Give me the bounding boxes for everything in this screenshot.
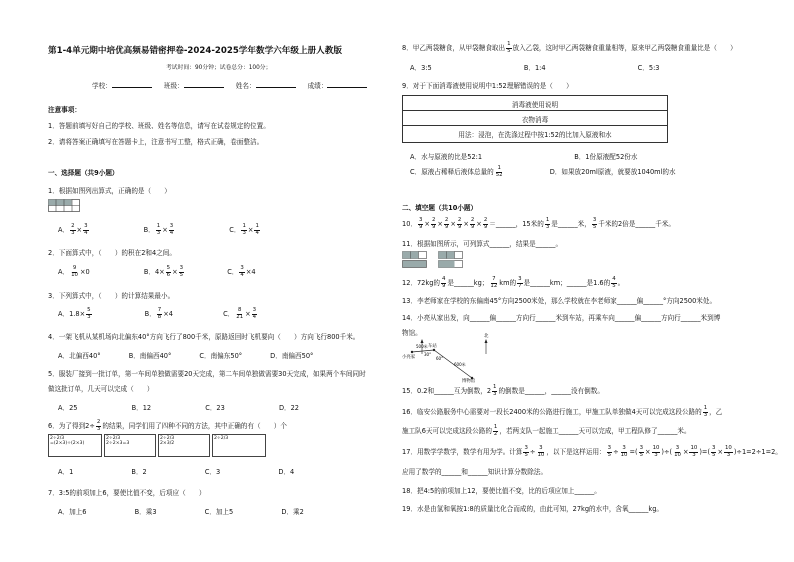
q7-option-a[interactable]: A．加上6	[58, 508, 87, 516]
q9-stem: 9．对于下面消毒液使用说明中1:52理解错误的是（ ）	[402, 82, 573, 90]
q9-instruction-table	[402, 95, 668, 143]
q9-table-title: 消毒液使用说明	[511, 101, 559, 109]
name-blank[interactable]	[256, 87, 296, 88]
q6-method-1: 2÷2/3 =(2×3)÷(2×3)	[48, 434, 102, 457]
q10: 10． $\frac{3}{9}$ × $\frac{2}{9}$ × $\frac{2}{9}$ × $\frac{2}{9}$ × $\frac{2}{9}$ × $\frac{2}{9}$ ＝______，15米的 $\frac{1}{3}$ 是______米， $\frac{3}{5}$ 千米的2倍是______千米。	[402, 217, 675, 230]
q6-stem: 6．为了得到2÷ $\frac{2}{3}$ 的结果，同学们用了四种不同的方法，其中正确的有（ ）个	[48, 419, 287, 432]
q3-option-c[interactable]: C． $\frac{8}{21}$ × $\frac{3}{4}$	[223, 307, 257, 320]
q7-option-b[interactable]: B．乘3	[134, 508, 157, 516]
q12: 12．72kg的 $\frac{4}{9}$ 是______kg； $\frac{7}{12}$ km的 $\frac{3}{7}$ 是______km；______是1.6的 $\frac{4}{5}$ 。	[402, 276, 625, 289]
school-blank[interactable]	[112, 87, 152, 88]
q4-option-c[interactable]: C．南偏东50°	[199, 352, 243, 360]
q11-bar-figure	[402, 251, 464, 269]
q16-line1: 16．临安公路服务中心需要对一段长2400米的公路进行施工，甲施工队单独做4天可以完成这段公路的 $\frac{1}{3}$ ，乙	[402, 405, 723, 418]
q6-option-b[interactable]: B．2	[131, 468, 147, 476]
section2-heading: 二、填空题（共10小题）	[402, 204, 478, 212]
q5-option-d[interactable]: D．22	[278, 404, 299, 412]
q1-options	[58, 224, 261, 236]
q6-option-d[interactable]: D．4	[278, 468, 295, 476]
q9-table-row2: 衣物消毒	[521, 116, 549, 124]
exam-subtitle: 考试时间：90分钟；试卷总分：100分；	[166, 65, 272, 71]
q8-option-b[interactable]: B．1:4	[523, 64, 546, 72]
q1-option-b[interactable]: B． $\frac{1}{3}$ × $\frac{3}{4}$	[143, 223, 174, 236]
q6-method-4: 2÷2/3	[212, 434, 266, 457]
school-label: 学校：	[92, 82, 112, 90]
q1-grid-figure	[48, 199, 80, 212]
q7-stem: 7．3:5的前项加上6，要使比值不变，后项应（ ）	[48, 489, 206, 497]
figure-label-home: 小亮家	[402, 355, 416, 360]
q9-table-row3: 用法：浸泡，在洗涤过程中按1:52的比加入原液和水	[458, 131, 612, 139]
q5-line1: 5．服装厂接到一批订单，第一车间单独做需要20天完成，第二车间单独做需要30天完成，如果两个车间同时	[48, 370, 366, 378]
notice-1: 1．答题前填写好自己的学校、班级、姓名等信息，请写在试卷规定的位置。	[48, 122, 270, 130]
name-label: 姓名：	[235, 82, 256, 90]
figure-label-angle2: 60°	[436, 356, 444, 361]
section1-heading: 一、选择题（共9小题）	[48, 169, 119, 177]
q17-line2: 应用了数学的______和______知识计算分数除法。	[402, 468, 548, 476]
q9-options-row1	[410, 151, 637, 161]
q14-line1: 14．小亮从家出发，向______偏______方向行______米到车站，再乘车向______偏______方向行______米到博	[402, 314, 721, 322]
q6-method-3: 2÷2/3 2×3/2	[158, 434, 210, 457]
q1-stem: 1．根据如图列出算式，正确的是（ ）	[48, 187, 171, 195]
notice-title: 注意事项：	[48, 106, 81, 114]
q9-option-a[interactable]: A．水与原液的比是52:1	[410, 153, 483, 161]
q1-option-a[interactable]: A． $\frac{2}{3}$ × $\frac{3}{4}$	[58, 223, 88, 236]
q14-route-figure	[402, 334, 498, 384]
q3-options	[58, 308, 258, 320]
q1-option-c[interactable]: C． $\frac{1}{3}$ × $\frac{1}{4}$	[229, 223, 259, 236]
figure-label-dist1: 500米	[416, 344, 428, 349]
figure-label-dist2: 600米	[454, 362, 466, 367]
q9-option-d[interactable]: D．如果放20ml原液，就要放1040ml的水	[549, 168, 676, 177]
q7-option-d[interactable]: D．乘2	[281, 508, 304, 516]
q8-stem: 8．甲乙两袋糖食，从甲袋糖食取出 $\frac{1}{5}$ 放入乙袋，这时甲乙两袋糖食重量相等，原来甲乙两袋糖食重量比是（ ）	[402, 41, 737, 54]
q8-option-a[interactable]: A．3:5	[410, 64, 432, 72]
q19: 19．水是由氢和氧按1:8的质量比化合而成的，由此可知，27kg的水中，含氧______kg。	[402, 505, 663, 513]
q8-option-c[interactable]: C．5:3	[637, 64, 660, 72]
q5-option-c[interactable]: C．23	[205, 404, 225, 412]
q13: 13．李老师家在学校的东偏南45°方向2500米处，那么学校就在李老师家______偏______°方向2500米处。	[402, 297, 717, 305]
q7-options	[58, 506, 304, 516]
score-blank[interactable]	[327, 87, 367, 88]
q2-options	[58, 266, 256, 278]
figure-label-north: 北	[484, 334, 489, 339]
q16-line2: 施工队6天可以完成这段公路的 $\frac{1}{2}$ ，若两支队一起施工______天可以完成，甲工程队修了______米。	[402, 424, 691, 437]
q6-option-a[interactable]: A．1	[58, 468, 74, 476]
q2-option-a[interactable]: A． $\frac{9}{10}$ ×0	[58, 265, 90, 278]
score-label: 成绩：	[307, 82, 328, 90]
q5-option-a[interactable]: A．25	[58, 404, 78, 412]
q5-line2: 做这批订单，几天可以完成（ ）	[48, 385, 154, 393]
q3-option-b[interactable]: B． $\frac{7}{8}$ ×4	[144, 307, 173, 320]
info-fields	[92, 80, 367, 90]
q9-option-c[interactable]: C．原液占稀释后液体总量的 $\frac{1}{52}$	[410, 165, 503, 178]
q3-option-a[interactable]: A．1.8× $\frac{5}{3}$	[58, 307, 91, 320]
q9-option-b[interactable]: B．1份原液配52份水	[574, 153, 638, 161]
q4-options	[58, 350, 313, 360]
q7-option-c[interactable]: C．加上5	[204, 508, 234, 516]
q5-options	[58, 402, 299, 412]
q9-options-row2	[410, 166, 676, 178]
q6-options	[58, 466, 294, 476]
q3-stem: 3．下列算式中，（ ）的计算结果最小。	[48, 292, 175, 300]
q17-line1: 17．用数学学数学，数学有用为学。计算 $\frac{3}{5}$ ÷ $\frac{3}{10}$ ，以下是这样运用： $\frac{3}{5}$ ÷ $\frac{3}{10}$ =( $\frac{3}{5}$ × $\frac{10}{3}$ )÷( $\frac{3}{10}$ × $\frac{10}{3}$ )=( $\frac{3}{5}$ × $\frac{10}{3}$ )÷1=2÷1=2。	[402, 445, 782, 458]
class-blank[interactable]	[184, 87, 224, 88]
notice-2: 2．请将答案正确填写在答题卡上，注意书写工整，格式正确，卷面整洁。	[48, 138, 264, 146]
q11-stem: 11．根据如图所示，可列算式______，结果是______。	[402, 240, 563, 248]
q5-option-b[interactable]: B．12	[131, 404, 152, 412]
q4-option-d[interactable]: D．南偏西50°	[270, 352, 314, 360]
q8-options	[410, 62, 659, 72]
figure-label-angle1: 30°	[424, 352, 432, 357]
q6-methods-figure	[48, 434, 266, 454]
exam-title: 第1-4单元期中培优高频易错密押卷-2024-2025学年数学六年级上册人教版	[48, 46, 342, 56]
q15: 15．0.2和______互为倒数，2 $\frac{1}{3}$ 的倒数是______，______没有倒数。	[402, 384, 604, 397]
q2-stem: 2．下面算式中，（ ）的积在2和4之间。	[48, 249, 176, 257]
q6-method-2: 2÷2/3 2÷2×3=3	[104, 434, 156, 457]
q4-option-a[interactable]: A．北偏西40°	[58, 352, 101, 360]
q6-option-c[interactable]: C．3	[204, 468, 221, 476]
q2-option-c[interactable]: C． $\frac{3}{4}$ ×4	[227, 265, 256, 278]
q4-stem: 4．一架飞机从某机场向北偏东40°方向飞行了800千米，原路返回时飞机要向（ ）方向飞行800千米。	[48, 333, 360, 341]
figure-label-station: 车站	[428, 344, 437, 349]
q18: 18．把4:5的前项加上12，要使比值不变，比的后项应加上______。	[402, 487, 601, 495]
q14-line2: 物馆。	[402, 329, 422, 337]
q2-option-b[interactable]: B．4× $\frac{5}{6}$ × $\frac{3}{5}$	[143, 265, 184, 278]
figure-label-museum: 博物馆	[462, 379, 476, 384]
class-label: 班级：	[163, 82, 184, 90]
q4-option-b[interactable]: B．南偏西40°	[128, 352, 172, 360]
